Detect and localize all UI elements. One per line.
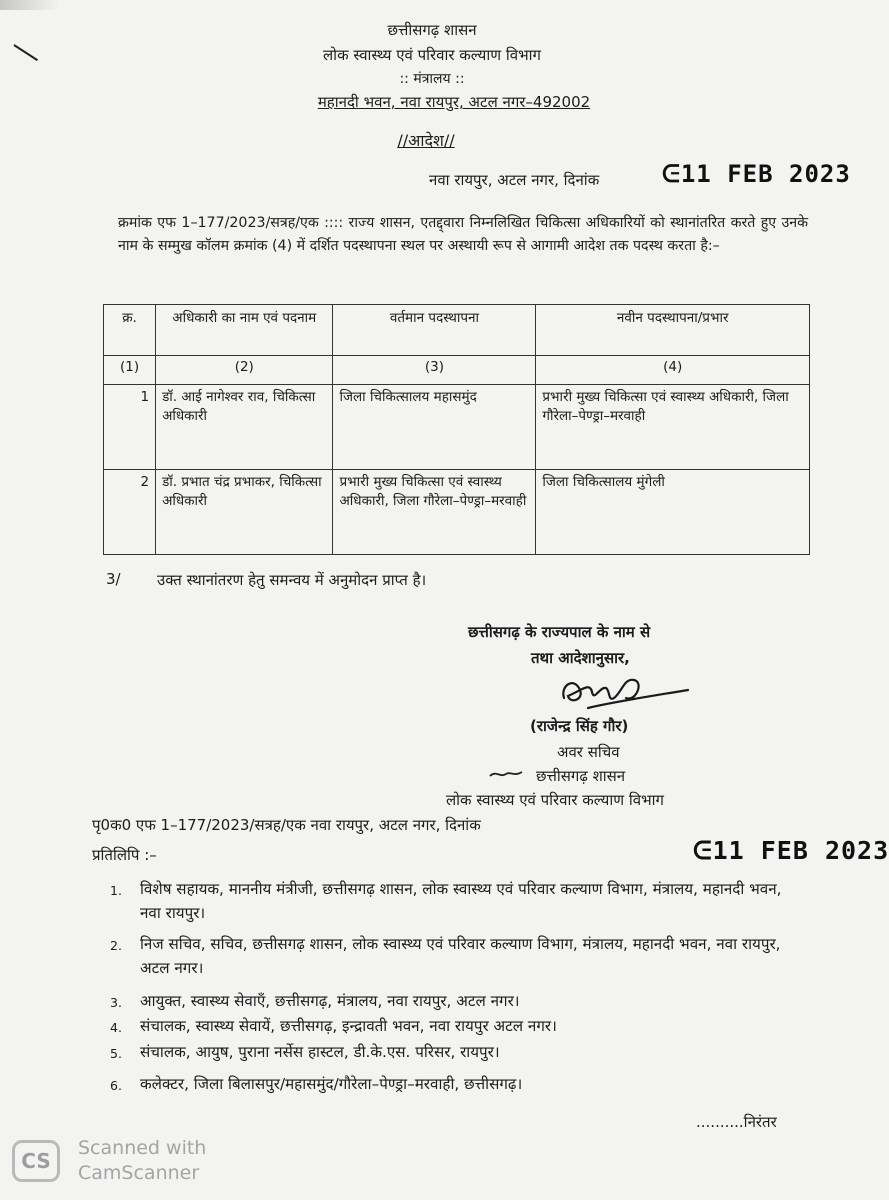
signatory-department: लोक स्वास्थ्य एवं परिवार कल्याण विभाग xyxy=(446,791,664,809)
camscanner-logo: CS xyxy=(12,1140,60,1182)
table-cell: प्रभारी मुख्य चिकित्सा एवं स्वास्थ्य अधिकारी, जिला गौरेला–पेण्ड्रा–मरवाही xyxy=(536,385,810,470)
column-number: (4) xyxy=(536,356,810,385)
order-paragraph: क्रमांक एफ 1–177/2023/सत्रह/एक :::: राज्य शासन, एतद्द्वारा निम्नलिखित चिकित्सा अधिकारियों को स्थानांतरित करते हुए उनके नाम के सम्मुख कॉलम क्रमांक (4) में दर्शित पदस्थापना स्थल पर अस्थायी रूप से आगामी आदेश तक पदस्थ करता है:– xyxy=(118,215,808,254)
initials-mark xyxy=(488,768,524,780)
date-stamp: ᕮ11 FEB 2023 xyxy=(662,160,851,188)
table-cell: 2 xyxy=(104,470,156,555)
list-item-text: आयुक्त, स्वास्थ्य सेवाएँ, छत्तीसगढ़, मंत्रालय, नवा रायपुर, अटल नगर। xyxy=(140,992,520,1010)
copy-label: प्रतिलिपि :– xyxy=(92,846,157,864)
column-number: (1) xyxy=(104,356,156,385)
watermark-line1: Scanned with xyxy=(78,1137,207,1159)
table-header-row xyxy=(104,305,810,356)
header-address: महानदी भवन, नवा रायपुर, अटल नगर–492002 xyxy=(317,93,591,111)
point-number: 3/ xyxy=(106,570,121,588)
signatory-line2: तथा आदेशानुसार, xyxy=(531,649,630,667)
table-cell: डॉ. आई नागेश्वर राव, चिकित्सा अधिकारी xyxy=(156,385,333,470)
table-cell: डॉ. प्रभात चंद्र प्रभाकर, चिकित्सा अधिकारी xyxy=(156,470,333,555)
list-item-number: 2. xyxy=(110,938,122,953)
table-row xyxy=(104,385,810,470)
list-item-number: 5. xyxy=(110,1046,122,1061)
continued-note: ..........निरंतर xyxy=(696,1113,777,1131)
list-item-text: निज सचिव, सचिव, छत्तीसगढ़ शासन, लोक स्वास्थ्य एवं परिवार कल्याण विभाग, मंत्रालय, महानदी भवन, नवा रायपुर, अटल नगर। xyxy=(140,935,781,977)
column-number: (3) xyxy=(333,356,536,385)
endorsement-date-stamp: ᕮ11 FEB 2023 xyxy=(693,836,889,865)
camscanner-watermark xyxy=(78,1136,206,1186)
list-item xyxy=(110,877,800,925)
list-item-number: 1. xyxy=(110,883,122,898)
signatory-line1: छत्तीसगढ़ के राज्यपाल के नाम से xyxy=(468,623,651,641)
scan-smudge xyxy=(0,0,60,10)
list-item xyxy=(110,1072,800,1096)
list-item-number: 6. xyxy=(110,1078,122,1093)
posting-table xyxy=(103,304,810,555)
watermark-line2: CamScanner xyxy=(78,1162,200,1184)
list-item-text: संचालक, आयुष, पुराना नर्सेस हास्टल, डी.के.एस. परिसर, रायपुर। xyxy=(140,1043,500,1061)
table-header-cell: वर्तमान पदस्थापना xyxy=(333,305,536,356)
list-item xyxy=(110,1014,800,1038)
column-number: (2) xyxy=(156,356,333,385)
table-cell: 1 xyxy=(104,385,156,470)
point-text: उक्त स्थानांतरण हेतु समन्वय में अनुमोदन प्राप्त है। xyxy=(157,571,427,589)
table-cell: जिला चिकित्सालय महासमुंद xyxy=(333,385,536,470)
signature-image xyxy=(552,668,692,714)
endorsement-reference: पृ0क0 एफ 1–177/2023/सत्रह/एक नवा रायपुर, अटल नगर, दिनांक xyxy=(92,816,481,834)
table-header-cell: क्र. xyxy=(104,305,156,356)
header-ministry: :: मंत्रालय :: xyxy=(399,71,465,87)
list-item xyxy=(110,989,800,1013)
list-item-number: 4. xyxy=(110,1020,122,1035)
table-header-cell: अधिकारी का नाम एवं पदनाम xyxy=(156,305,333,356)
list-item xyxy=(110,932,800,980)
table-cell: प्रभारी मुख्य चिकित्सा एवं स्वास्थ्य अधिकारी, जिला गौरेला–पेण्ड्रा–मरवाही xyxy=(333,470,536,555)
list-item-text: विशेष सहायक, माननीय मंत्रीजी, छत्तीसगढ़ शासन, लोक स्वास्थ्य एवं परिवार कल्याण विभाग, मंत्रालय, महानदी भवन, नवा रायपुर। xyxy=(140,880,782,922)
signatory-name: (राजेन्द्र सिंह गौर) xyxy=(530,717,629,735)
list-item xyxy=(110,1040,800,1064)
list-item-text: कलेक्टर, जिला बिलासपुर/महासमुंद/गौरेला–पेण्ड्रा–मरवाही, छत्तीसगढ़। xyxy=(140,1075,523,1093)
table-cell: जिला चिकित्सालय मुंगेली xyxy=(536,470,810,555)
table-column-number-row xyxy=(104,356,810,385)
place-date-label: नवा रायपुर, अटल नगर, दिनांक xyxy=(429,171,600,189)
table-row xyxy=(104,470,810,555)
order-title: //आदेश// xyxy=(397,131,455,150)
header-department: लोक स्वास्थ्य एवं परिवार कल्याण विभाग xyxy=(323,46,541,64)
list-item-number: 3. xyxy=(110,995,122,1010)
list-item-text: संचालक, स्वास्थ्य सेवायें, छत्तीसगढ़, इन्द्रावती भवन, नवा रायपुर अटल नगर। xyxy=(140,1017,557,1035)
signatory-designation: अवर सचिव xyxy=(557,743,620,761)
header-govt: छत्तीसगढ़ शासन xyxy=(387,21,477,39)
table-header-cell: नवीन पदस्थापना/प्रभार xyxy=(536,305,810,356)
signatory-govt: छत्तीसगढ़ शासन xyxy=(536,767,626,785)
